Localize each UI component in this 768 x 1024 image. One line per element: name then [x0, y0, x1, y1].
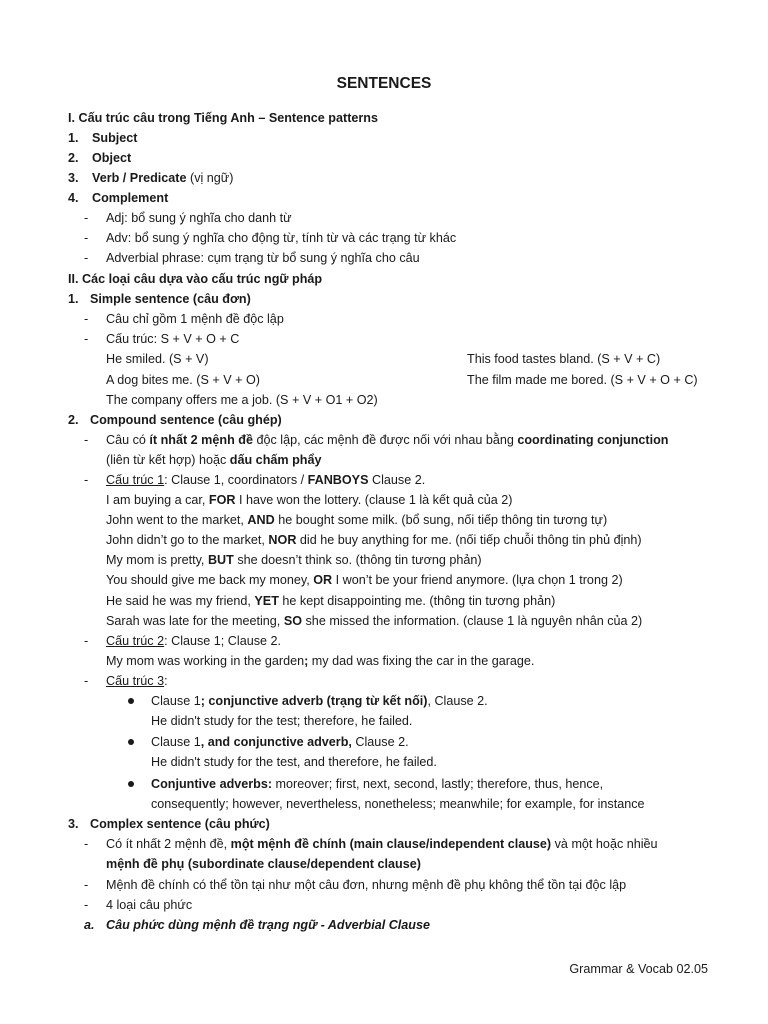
- pattern-complement: Complement: [92, 191, 169, 205]
- fanboys-example: [106, 551, 482, 569]
- text-span: Có ít nhất 2 mệnh đề,: [106, 837, 231, 851]
- dash-marker: -: [84, 898, 89, 912]
- fanboys-example: [106, 511, 607, 529]
- complement-adverbial-phrase: Adverbial phrase: cụm trạng từ bổ sung ý nghĩa cho câu: [106, 251, 420, 265]
- text-span: I am buying a car,: [106, 493, 209, 507]
- text-span: my dad was fixing the car in the garage.: [308, 654, 535, 668]
- dash-marker: -: [84, 211, 89, 225]
- list-letter: a.: [84, 918, 95, 932]
- complement-adv: Adv: bổ sung ý nghĩa cho động từ, tính từ và các trạng từ khác: [106, 231, 457, 245]
- dash-marker: -: [84, 312, 89, 326]
- text-span: John didn’t go to the market,: [106, 533, 269, 547]
- text-span-bold: một mệnh đề chính (main clause/independent clause): [230, 837, 552, 851]
- conjunction-keyword: SO: [283, 614, 303, 628]
- text-span: My mom is pretty,: [106, 553, 208, 567]
- text-span: My mom was working in the garden: [106, 654, 305, 668]
- compound-definition-cont: [106, 451, 321, 469]
- compound-sentence-heading: Compound sentence (câu ghép): [90, 413, 282, 427]
- list-number: 2.: [68, 151, 79, 165]
- text-span: I have won the lottery. (clause 1 là kết quả của 2): [235, 493, 513, 507]
- dash-marker: -: [84, 674, 89, 688]
- text-span: John went to the market,: [106, 513, 248, 527]
- bullet-icon: [128, 739, 134, 745]
- structure-label: Cấu trúc 2: [106, 634, 165, 648]
- fanboys-example: [106, 531, 642, 549]
- pattern-verb-label: Verb / Predicate: [92, 171, 187, 185]
- text-span: she doesn’t think so. (thông tin tương phản): [233, 553, 482, 567]
- fanboys-example: [106, 592, 555, 610]
- dash-marker: -: [84, 231, 89, 245]
- fanboys-example: [106, 612, 642, 630]
- text-span-bold: ;: [304, 654, 309, 668]
- page-title: SENTENCES: [336, 75, 432, 92]
- dash-marker: -: [84, 433, 89, 447]
- simple-sentence-heading: Simple sentence (câu đơn): [90, 292, 251, 306]
- conjunction-keyword: OR: [313, 573, 333, 587]
- list-number: 2.: [68, 413, 79, 427]
- conjunction-keyword: YET: [254, 594, 279, 608]
- simple-example: A dog bites me. (S + V + O): [106, 373, 260, 387]
- simple-example: This food tastes bland. (S + V + C): [467, 352, 661, 366]
- conjunctive-adverbs-list: [151, 775, 603, 793]
- simple-example: He smiled. (S + V): [106, 352, 209, 366]
- text-span-bold: Conjuntive adverbs:: [151, 777, 273, 791]
- section-1-heading: I. Cấu trúc câu trong Tiếng Anh – Sentence patterns: [68, 111, 378, 125]
- structure-2: [106, 632, 281, 650]
- text-span: Clause 2.: [368, 473, 426, 487]
- structure-3-pattern-a: [151, 692, 488, 710]
- dash-marker: -: [84, 251, 89, 265]
- dash-marker: -: [84, 878, 89, 892]
- text-span: (liên từ kết hợp) hoặc: [106, 453, 230, 467]
- structure-3-example-a: He didn't study for the test; therefore, he failed.: [151, 714, 413, 728]
- fanboys-example: [106, 571, 623, 589]
- text-span: I won’t be your friend anymore. (lựa chọn 1 trong 2): [332, 573, 623, 587]
- text-span: : Clause 1; Clause 2.: [164, 634, 282, 648]
- simple-example: The film made me bored. (S + V + O + C): [467, 373, 698, 387]
- section-2-heading: II. Các loại câu dựa vào cấu trúc ngữ pháp: [68, 272, 323, 286]
- conjunction-keyword: NOR: [268, 533, 297, 547]
- complex-types-count: 4 loại câu phức: [106, 898, 193, 912]
- structure-label: Cấu trúc 1: [106, 473, 165, 487]
- text-span-bold: ; conjunctive adverb (trạng từ kết nối): [200, 694, 428, 708]
- simple-example: The company offers me a job. (S + V + O1 + O2): [106, 393, 378, 407]
- text-span: he kept disappointing me. (thông tin tương phản): [278, 594, 556, 608]
- dash-marker: -: [84, 332, 89, 346]
- page-footer: Grammar & Vocab 02.05: [569, 962, 708, 976]
- pattern-subject: Subject: [92, 131, 138, 145]
- text-span: she missed the information. (clause 1 là nguyên nhân của 2): [302, 614, 643, 628]
- list-number: 1.: [68, 131, 79, 145]
- simple-definition: Câu chỉ gồm 1 mệnh đề độc lập: [106, 312, 284, 326]
- text-span: he bought some milk. (bổ sung, nối tiếp thông tin tương tự): [274, 513, 608, 527]
- complex-sentence-heading: Complex sentence (câu phức): [90, 817, 270, 831]
- text-span: You should give me back my money,: [106, 573, 314, 587]
- list-number: 3.: [68, 171, 79, 185]
- text-span: did he buy anything for me. (nối tiếp chuỗi thông tin phủ định): [296, 533, 642, 547]
- text-span: độc lập, các mệnh đề được nối với nhau bằng: [252, 433, 518, 447]
- pattern-object: Object: [92, 151, 132, 165]
- text-span-bold: ít nhất 2 mệnh đề: [149, 433, 253, 447]
- text-span: , Clause 2.: [427, 694, 488, 708]
- text-span: và một hoặc nhiều: [551, 837, 658, 851]
- conjunctive-adverbs-list-cont: consequently; however, nevertheless, nonetheless; meanwhile; for example, for instance: [151, 797, 645, 811]
- simple-structure: Cấu trúc: S + V + O + C: [106, 332, 240, 346]
- structure-2-example: [106, 652, 534, 670]
- text-span: Clause 2.: [351, 735, 409, 749]
- fanboys-example: [106, 491, 512, 509]
- conjunction-keyword: BUT: [207, 553, 234, 567]
- text-span-bold: , and conjunctive adverb,: [200, 735, 352, 749]
- complex-definition-cont: mệnh đề phụ (subordinate clause/dependent clause): [106, 857, 421, 871]
- text-span: Câu có: [106, 433, 150, 447]
- text-span-bold: dấu chấm phẩy: [229, 453, 322, 467]
- text-span: He said he was my friend,: [106, 594, 255, 608]
- structure-3: [106, 672, 168, 690]
- structure-1: [106, 471, 425, 489]
- text-span-bold: coordinating conjunction: [517, 433, 669, 447]
- text-span: Clause 1: [151, 735, 201, 749]
- conjunction-keyword: FOR: [208, 493, 236, 507]
- dash-marker: -: [84, 634, 89, 648]
- list-number: 1.: [68, 292, 79, 306]
- text-span: Sarah was late for the meeting,: [106, 614, 284, 628]
- bullet-icon: [128, 781, 134, 787]
- pattern-verb: [92, 169, 233, 187]
- list-number: 4.: [68, 191, 79, 205]
- bullet-icon: [128, 698, 134, 704]
- complex-definition: [106, 835, 658, 853]
- text-span: Clause 1: [151, 694, 201, 708]
- text-span-bold: FANBOYS: [307, 473, 369, 487]
- text-span: :: [164, 674, 168, 688]
- text-span: : Clause 1, coordinators /: [164, 473, 308, 487]
- dash-marker: -: [84, 473, 89, 487]
- structure-label: Cấu trúc 3: [106, 674, 165, 688]
- dash-marker: -: [84, 837, 89, 851]
- list-number: 3.: [68, 817, 79, 831]
- structure-3-pattern-b: [151, 733, 409, 751]
- compound-definition: [106, 431, 668, 449]
- adverbial-clause-heading: Câu phức dùng mệnh đề trạng ngữ - Adverbial Clause: [106, 918, 430, 932]
- text-span: moreover; first, next, second, lastly; therefore, thus, hence,: [272, 777, 604, 791]
- conjunction-keyword: AND: [247, 513, 275, 527]
- complement-adj: Adj: bổ sung ý nghĩa cho danh từ: [106, 211, 292, 225]
- complex-main-clause-note: Mệnh đề chính có thể tồn tại như một câu đơn, nhưng mệnh đề phụ không thể tồn tại độc lập: [106, 878, 627, 892]
- structure-3-example-b: He didn't study for the test, and therefore, he failed.: [151, 755, 437, 769]
- pattern-verb-note: (vị ngữ): [186, 171, 234, 185]
